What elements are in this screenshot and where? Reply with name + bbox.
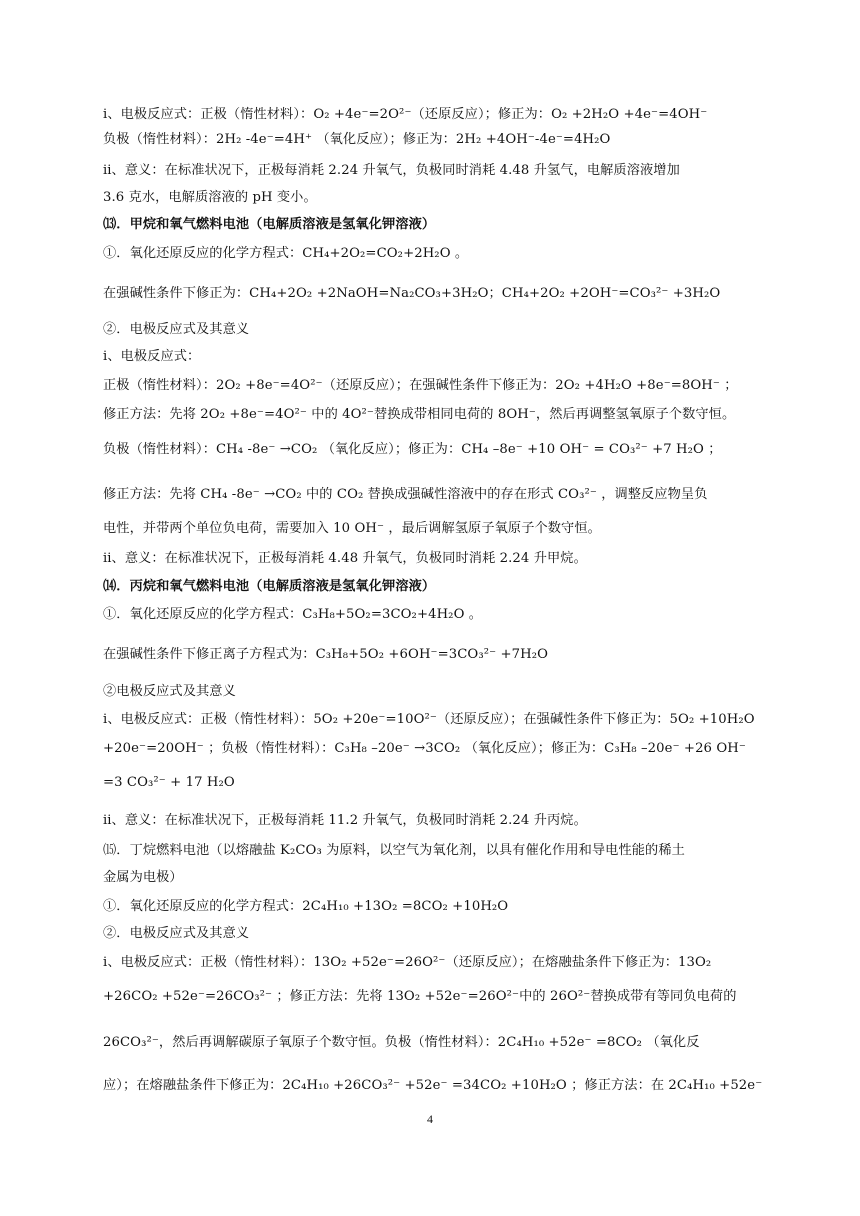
- text-line: 在强碱性条件下修正为：CH₄+2O₂ +2NaOH=Na₂CO₃+3H₂O；CH₄+2O₂ +2OH⁻=CO₃²⁻ +3H₂O: [103, 286, 721, 301]
- text-line: ①．氧化还原反应的化学方程式：2C₄H₁₀ +13O₂ =8CO₂ +10H₂O: [103, 899, 509, 914]
- text-line: ⅰ、电极反应式：正极（惰性材料）：5O₂ +20e⁻=10O²⁻（还原反应）；在强碱性条件下修正为：5O₂ +10H₂O: [103, 712, 755, 727]
- text-line: ⒂．丁烷燃料电池（以熔融盐 K₂CO₃ 为原料，以空气为氧化剂，以具有催化作用和导电性能的稀土: [103, 843, 685, 858]
- page-number: 4: [427, 1112, 433, 1126]
- text-line: 3.6 克水，电解质溶液的 pH 变小。: [103, 190, 317, 205]
- text-line: ⅱ、意义：在标准状况下，正极每消耗 4.48 升氧气，负极同时消耗 2.24 升甲烷。: [103, 551, 587, 566]
- text-line: ⅰ、电极反应式：: [103, 349, 201, 364]
- text-line: 金属为电极）: [103, 870, 183, 885]
- text-line: 负极（惰性材料）：CH₄ -8e⁻ →CO₂ （氧化反应）；修正为：CH₄ –8e⁻ +10 OH⁻ = CO₃²⁻ +7 H₂O ；: [103, 442, 722, 457]
- text-line: 修正方法：先将 2O₂ +8e⁻=4O²⁻ 中的 4O²⁻替换成带相同电荷的 8OH⁻，然后再调整氢氧原子个数守恒。: [103, 407, 736, 422]
- section-heading: ⒁．丙烷和氧气燃料电池（电解质溶液是氢氧化钾溶液）: [103, 579, 436, 594]
- text-line: ②．电极反应式及其意义: [103, 926, 250, 941]
- text-line: ②电极反应式及其意义: [103, 684, 236, 699]
- text-line: 应）；在熔融盐条件下修正为：2C₄H₁₀ +26CO₃²⁻ +52e⁻ =34CO₂ +10H₂O ；修正方法：在 2C₄H₁₀ +52e⁻: [103, 1078, 763, 1093]
- text-line: 正极（惰性材料）：2O₂ +8e⁻=4O²⁻（还原反应）；在强碱性条件下修正为：2O₂ +4H₂O +8e⁻=8OH⁻ ；: [103, 378, 738, 393]
- text-line: 修正方法：先将 CH₄ -8e⁻ →CO₂ 中的 CO₂ 替换成强碱性溶液中的存在形式 CO₃²⁻ ，调整反应物呈负: [103, 487, 708, 502]
- text-line: ①．氧化还原反应的化学方程式：C₃H₈+5O₂=3CO₂+4H₂O 。: [103, 607, 483, 622]
- text-line: ⅱ、意义：在标准状况下，正极每消耗 2.24 升氧气，负极同时消耗 4.48 升氢气，电解质溶液增加: [103, 163, 680, 178]
- text-line: 26CO₃²⁻，然后再调解碳原子氧原子个数守恒。负极（惰性材料）：2C₄H₁₀ +52e⁻ =8CO₂ （氧化反: [103, 1035, 700, 1050]
- text-line: ⅱ、意义：在标准状况下，正极每消耗 11.2 升氧气，负极同时消耗 2.24 升丙烷。: [103, 813, 587, 828]
- text-line: +20e⁻=20OH⁻ ；负极（惰性材料）：C₃H₈ –20e⁻ →3CO₂ （氧化反应）；修正为：C₃H₈ –20e⁻ +26 OH⁻: [103, 741, 746, 756]
- text-line: ①．氧化还原反应的化学方程式：CH₄+2O₂=CO₂+2H₂O 。: [103, 246, 469, 261]
- text-line: 负极（惰性材料）：2H₂ -4e⁻=4H⁺ （氧化反应）；修正为：2H₂ +4OH⁻-4e⁻=4H₂O: [103, 132, 611, 147]
- text-line: ②．电极反应式及其意义: [103, 322, 250, 337]
- text-line: =3 CO₃²⁻ + 17 H₂O: [103, 775, 235, 790]
- text-line: ⅰ、电极反应式：正极（惰性材料）：13O₂ +52e⁻=26O²⁻（还原反应）；在熔融盐条件下修正为：13O₂: [103, 955, 712, 970]
- text-line: ⅰ、电极反应式：正极（惰性材料）：O₂ +4e⁻=2O²⁻（还原反应）；修正为：O₂ +2H₂O +4e⁻=4OH⁻: [103, 107, 708, 122]
- text-line: +26CO₂ +52e⁻=26CO₃²⁻ ；修正方法：先将 13O₂ +52e⁻=26O²⁻中的 26O²⁻替换成带有等同负电荷的: [103, 989, 737, 1004]
- text-line: 电性，并带两个单位负电荷，需要加入 10 OH⁻ ，最后调解氢原子氧原子个数守恒。: [103, 521, 601, 536]
- text-line: 在强碱性条件下修正离子方程式为：C₃H₈+5O₂ +6OH⁻=3CO₃²⁻ +7H₂O: [103, 647, 549, 662]
- section-heading: ⒀．甲烷和氧气燃料电池（电解质溶液是氢氧化钾溶液）: [103, 217, 436, 232]
